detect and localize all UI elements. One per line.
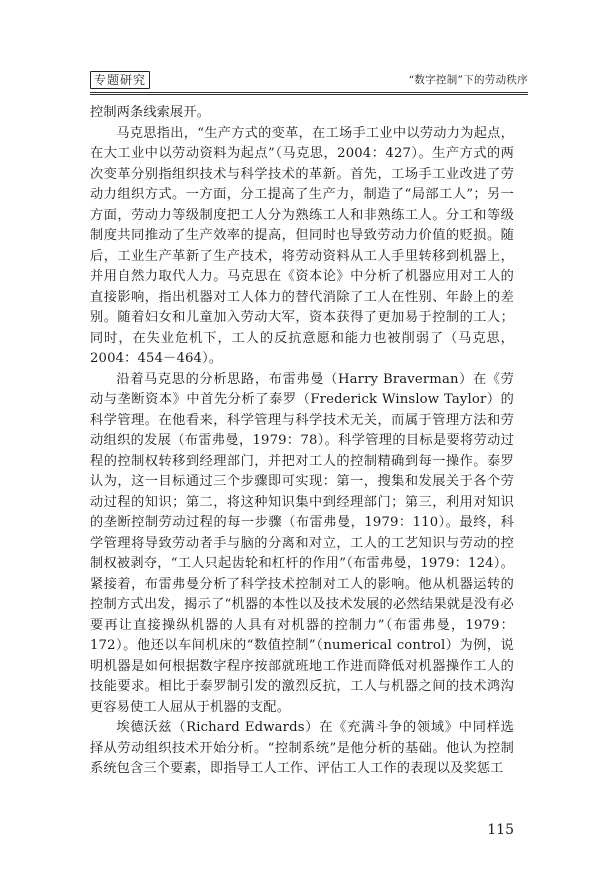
paragraph-braverman: 沿着马克思的分析思路，布雷弗曼（Harry Braverman）在《劳动与垄断资本》中首先分析了泰罗（Frederick Winslow Taylor）的科学管理。在他看来，科学管理与科学技术无关，而属于管理方法和劳动组织的发展（布雷弗曼，1979：78）。科学管理的目标是要将劳动过程的控制权转移到经理部门，并把对工人的控制精确到每一操作。泰罗认为，这一目标通过三个步骤即可实现：第一，搜集和发展关于各个劳动过程的知识；第二，将这种知识集中到经理部门；第三，利用对知识的垄断控制劳动过程的每一步骤（布雷弗曼，1979：110）。最终，科学管理将导致劳动者手与脑的分离和对立，工人的工艺知识与劳动的控制权被剥夺，“工人只起齿轮和杠杆的作用”（布雷弗曼，1979：124）。紧接着，布雷弗曼分析了科学技术控制对工人的影响。他从机器运转的控制方式出发，揭示了“机器的本性以及技术发展的必然结果就是没有必要再让直接操纵机器的人具有对机器的控制力”（布雷弗曼，1979：172）。他还以车间机床的“数值控制”（numerical control）为例，说明机器是如何根据数字程序按部就班地工作进而降低对机器操作工人的技能要求。相比于泰罗制引发的激烈反抗，工人与机器之间的技术鸿沟更容易使工人屈从于机器的支配。 <box>90 371 514 715</box>
header-rule-thin <box>90 94 528 95</box>
running-title: “数字控制”下的劳动秩序 <box>408 74 528 86</box>
paragraph-marx: 马克思指出，“生产方式的变革，在工场手工业中以劳动力为起点，在大工业中以劳动资料为起点”（马克思，2004：427）。生产方式的两次变革分别指组织技术与科学技术的革新。首先，工场手工业改进了劳动力组织方式。一方面，分工提高了生产力，制造了“局部工人”；另一方面，劳动力等级制度把工人分为熟练工人和非熟练工人。分工和等级制度共同推动了生产效率的提高，但同时也导致劳动力价值的贬损。随后，工业生产革新了生产技术，将劳动资料从工人手里转移到机器上，并用自然力取代人力。马克思在《资本论》中分析了机器应用对工人的直接影响，指出机器对工人体力的替代消除了工人在性别、年龄上的差别。随着妇女和儿童加入劳动大军，资本获得了更加易于控制的工人；同时，在失业危机下，工人的反抗意愿和能力也被削弱了（马克思，2004：454－464）。 <box>90 125 514 366</box>
paragraph-continued: 控制两条线索展开。 <box>90 105 211 120</box>
page-header <box>90 71 528 91</box>
body-text <box>90 103 514 780</box>
header-rule <box>90 92 528 93</box>
paragraph-edwards: 埃德沃兹（Richard Edwards）在《充满斗争的领域》中同样选择从劳动组织技术开始分析。“控制系统”是他分析的基础。他认为控制系统包含三个要素，即指导工人工作、评估工人工作的表现以及奖惩工 <box>90 720 514 776</box>
column-label: 专题研究 <box>90 71 150 89</box>
page-number: 115 <box>487 822 514 838</box>
